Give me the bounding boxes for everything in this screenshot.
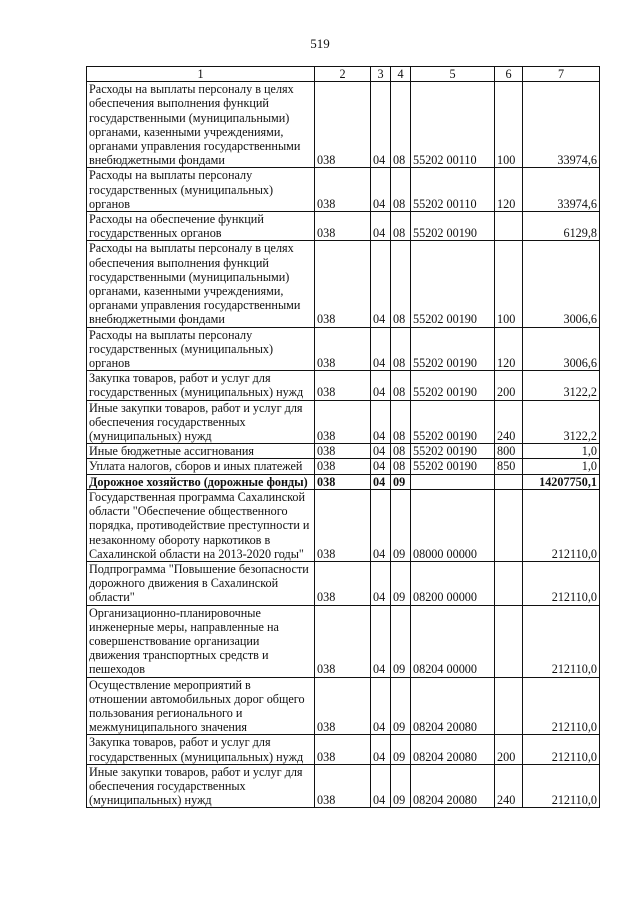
cell-subsection: 09	[391, 605, 411, 677]
cell-subsection: 09	[391, 677, 411, 735]
cell-department-code: 038	[315, 168, 371, 212]
cell-name: Подпрограмма "Повышение безопасности дорожного движения в Сахалинской области"	[87, 561, 315, 605]
cell-target-article: 55202 00190	[411, 400, 495, 444]
cell-name: Расходы на выплаты персоналу государственных (муниципальных) органов	[87, 327, 315, 371]
table-row	[87, 400, 600, 444]
cell-expense-type	[495, 605, 523, 677]
cell-name: Иные закупки товаров, работ и услуг для обеспечения государственных (муниципальных) нужд	[87, 400, 315, 444]
cell-department-code: 038	[315, 605, 371, 677]
cell-amount: 212110,0	[523, 677, 600, 735]
cell-expense-type	[495, 212, 523, 241]
cell-name: Закупка товаров, работ и услуг для государственных (муниципальных) нужд	[87, 735, 315, 764]
cell-name: Дорожное хозяйство (дорожные фонды)	[87, 474, 315, 489]
cell-target-article: 08204 20080	[411, 764, 495, 808]
cell-target-article: 55202 00110	[411, 82, 495, 168]
cell-name: Расходы на обеспечение функций государственных органов	[87, 212, 315, 241]
cell-section: 04	[371, 561, 391, 605]
cell-subsection: 08	[391, 327, 411, 371]
cell-expense-type: 240	[495, 764, 523, 808]
cell-subsection: 08	[391, 444, 411, 459]
cell-department-code: 038	[315, 474, 371, 489]
cell-department-code: 038	[315, 212, 371, 241]
table-header-row	[87, 67, 600, 82]
header-cell: 5	[411, 67, 495, 82]
cell-expense-type: 800	[495, 444, 523, 459]
cell-name: Уплата налогов, сборов и иных платежей	[87, 459, 315, 474]
table-row	[87, 327, 600, 371]
cell-department-code: 038	[315, 459, 371, 474]
cell-department-code: 038	[315, 735, 371, 764]
cell-section: 04	[371, 168, 391, 212]
cell-target-article: 55202 00110	[411, 168, 495, 212]
cell-target-article: 55202 00190	[411, 241, 495, 327]
cell-name: Иные бюджетные ассигнования	[87, 444, 315, 459]
cell-name: Расходы на выплаты персоналу в целях обеспечения выполнения функций государственными (муниципальными) органами, казенными учреждениями, органами управления государственными внебюджетными фондами	[87, 82, 315, 168]
header-cell: 3	[371, 67, 391, 82]
table-row	[87, 444, 600, 459]
header-cell: 2	[315, 67, 371, 82]
cell-expense-type: 850	[495, 459, 523, 474]
cell-amount: 212110,0	[523, 561, 600, 605]
cell-target-article: 08200 00000	[411, 561, 495, 605]
cell-department-code: 038	[315, 400, 371, 444]
cell-target-article: 55202 00190	[411, 444, 495, 459]
cell-subsection: 08	[391, 82, 411, 168]
cell-target-article: 08204 20080	[411, 677, 495, 735]
cell-subsection: 08	[391, 168, 411, 212]
cell-name: Государственная программа Сахалинской области "Обеспечение общественного порядка, противодействие преступности и незаконному обороту наркотиков в Сахалинской области на 2013-2020 годы"	[87, 489, 315, 561]
cell-section: 04	[371, 327, 391, 371]
table-row	[87, 212, 600, 241]
cell-amount: 212110,0	[523, 764, 600, 808]
cell-expense-type	[495, 474, 523, 489]
cell-name: Осуществление мероприятий в отношении автомобильных дорог общего пользования регионального и межмуниципального значения	[87, 677, 315, 735]
cell-subsection: 09	[391, 764, 411, 808]
cell-target-article: 55202 00190	[411, 212, 495, 241]
cell-section: 04	[371, 605, 391, 677]
cell-target-article: 55202 00190	[411, 371, 495, 400]
cell-department-code: 038	[315, 444, 371, 459]
cell-section: 04	[371, 241, 391, 327]
cell-expense-type	[495, 561, 523, 605]
cell-amount: 212110,0	[523, 489, 600, 561]
cell-name: Закупка товаров, работ и услуг для государственных (муниципальных) нужд	[87, 371, 315, 400]
cell-subsection: 08	[391, 400, 411, 444]
cell-amount: 6129,8	[523, 212, 600, 241]
cell-amount: 14207750,1	[523, 474, 600, 489]
table-row	[87, 764, 600, 808]
header-cell: 7	[523, 67, 600, 82]
cell-name: Расходы на выплаты персоналу государственных (муниципальных) органов	[87, 168, 315, 212]
cell-amount: 212110,0	[523, 735, 600, 764]
cell-subsection: 09	[391, 561, 411, 605]
table-row	[87, 489, 600, 561]
cell-section: 04	[371, 677, 391, 735]
cell-target-article	[411, 474, 495, 489]
cell-target-article: 08204 20080	[411, 735, 495, 764]
cell-department-code: 038	[315, 371, 371, 400]
table-row	[87, 168, 600, 212]
table-row	[87, 371, 600, 400]
cell-amount: 3006,6	[523, 241, 600, 327]
cell-amount: 3122,2	[523, 371, 600, 400]
table-row	[87, 241, 600, 327]
cell-expense-type	[495, 677, 523, 735]
cell-amount: 3006,6	[523, 327, 600, 371]
table-row	[87, 605, 600, 677]
cell-subsection: 09	[391, 489, 411, 561]
cell-section: 04	[371, 459, 391, 474]
cell-expense-type: 120	[495, 327, 523, 371]
cell-department-code: 038	[315, 764, 371, 808]
cell-expense-type	[495, 489, 523, 561]
cell-amount: 33974,6	[523, 168, 600, 212]
cell-amount: 33974,6	[523, 82, 600, 168]
cell-subsection: 09	[391, 735, 411, 764]
cell-section: 04	[371, 82, 391, 168]
cell-amount: 1,0	[523, 444, 600, 459]
page-number: 519	[310, 36, 330, 51]
cell-expense-type: 100	[495, 82, 523, 168]
cell-section: 04	[371, 474, 391, 489]
cell-department-code: 038	[315, 82, 371, 168]
cell-target-article: 08204 00000	[411, 605, 495, 677]
table-row	[87, 677, 600, 735]
cell-target-article: 55202 00190	[411, 327, 495, 371]
cell-department-code: 038	[315, 241, 371, 327]
cell-subsection: 08	[391, 459, 411, 474]
cell-subsection: 09	[391, 474, 411, 489]
table-row	[87, 474, 600, 489]
cell-department-code: 038	[315, 327, 371, 371]
cell-expense-type: 100	[495, 241, 523, 327]
cell-section: 04	[371, 212, 391, 241]
cell-expense-type: 200	[495, 371, 523, 400]
cell-department-code: 038	[315, 561, 371, 605]
cell-expense-type: 240	[495, 400, 523, 444]
cell-amount: 212110,0	[523, 605, 600, 677]
header-cell: 1	[87, 67, 315, 82]
table-row	[87, 735, 600, 764]
table-row	[87, 82, 600, 168]
cell-expense-type: 120	[495, 168, 523, 212]
header-cell: 4	[391, 67, 411, 82]
table-row	[87, 459, 600, 474]
cell-subsection: 08	[391, 371, 411, 400]
cell-section: 04	[371, 371, 391, 400]
cell-target-article: 55202 00190	[411, 459, 495, 474]
cell-name: Иные закупки товаров, работ и услуг для обеспечения государственных (муниципальных) нужд	[87, 764, 315, 808]
cell-name: Организационно-планировочные инженерные меры, направленные на совершенствование организации движения транспортных средств и пешеходов	[87, 605, 315, 677]
cell-amount: 1,0	[523, 459, 600, 474]
cell-section: 04	[371, 400, 391, 444]
cell-expense-type: 200	[495, 735, 523, 764]
cell-name: Расходы на выплаты персоналу в целях обеспечения выполнения функций государственными (муниципальными) органами, казенными учреждениями, органами управления государственными внебюджетными фондами	[87, 241, 315, 327]
cell-target-article: 08000 00000	[411, 489, 495, 561]
cell-subsection: 08	[391, 212, 411, 241]
header-cell: 6	[495, 67, 523, 82]
cell-section: 04	[371, 735, 391, 764]
cell-section: 04	[371, 444, 391, 459]
cell-section: 04	[371, 764, 391, 808]
table-row	[87, 561, 600, 605]
cell-subsection: 08	[391, 241, 411, 327]
cell-section: 04	[371, 489, 391, 561]
budget-table	[86, 66, 600, 808]
cell-amount: 3122,2	[523, 400, 600, 444]
cell-department-code: 038	[315, 489, 371, 561]
cell-department-code: 038	[315, 677, 371, 735]
